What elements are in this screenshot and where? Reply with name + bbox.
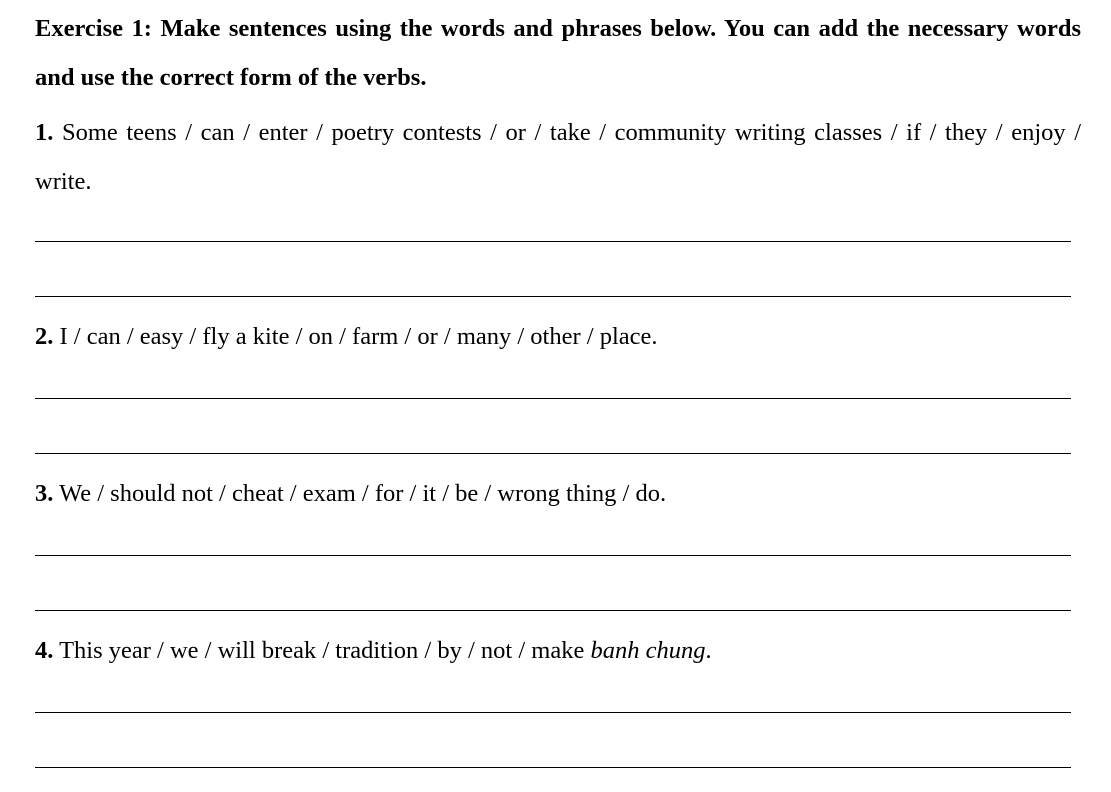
question-prompt: I / can / easy / fly a kite / on / farm / or / many / other / place. xyxy=(59,323,658,350)
question-number: 1. xyxy=(35,119,54,146)
question-prompt: We / should not / cheat / exam / for / it / be / wrong thing / do. xyxy=(59,480,667,507)
answer-line[interactable] xyxy=(35,610,1071,611)
question-prompt-end: . xyxy=(705,637,712,664)
question-3 xyxy=(35,469,1081,518)
answer-line[interactable] xyxy=(35,296,1071,297)
question-number: 2. xyxy=(35,323,54,350)
question-4 xyxy=(35,626,1081,675)
exercise-instruction: Exercise 1: Make sentences using the words and phrases below. You can add the necessary words and use the correct form of the verbs. xyxy=(35,15,1081,91)
question-number: 3. xyxy=(35,480,54,507)
question-prompt-italic: banh chung xyxy=(590,637,706,664)
answer-line[interactable] xyxy=(35,767,1071,768)
answer-line[interactable] xyxy=(35,241,1071,242)
question-prompt: This year / we / will break / tradition / by / not / make xyxy=(59,637,591,664)
answer-line[interactable] xyxy=(35,712,1071,713)
question-number: 4. xyxy=(35,637,54,664)
question-2 xyxy=(35,312,1081,361)
answer-line[interactable] xyxy=(35,453,1071,454)
question-1 xyxy=(35,108,1081,206)
answer-line[interactable] xyxy=(35,398,1071,399)
question-prompt: Some teens / can / enter / poetry contests / or / take / community writing classes / if / they / enjoy / write. xyxy=(35,119,1081,195)
answer-line[interactable] xyxy=(35,555,1071,556)
